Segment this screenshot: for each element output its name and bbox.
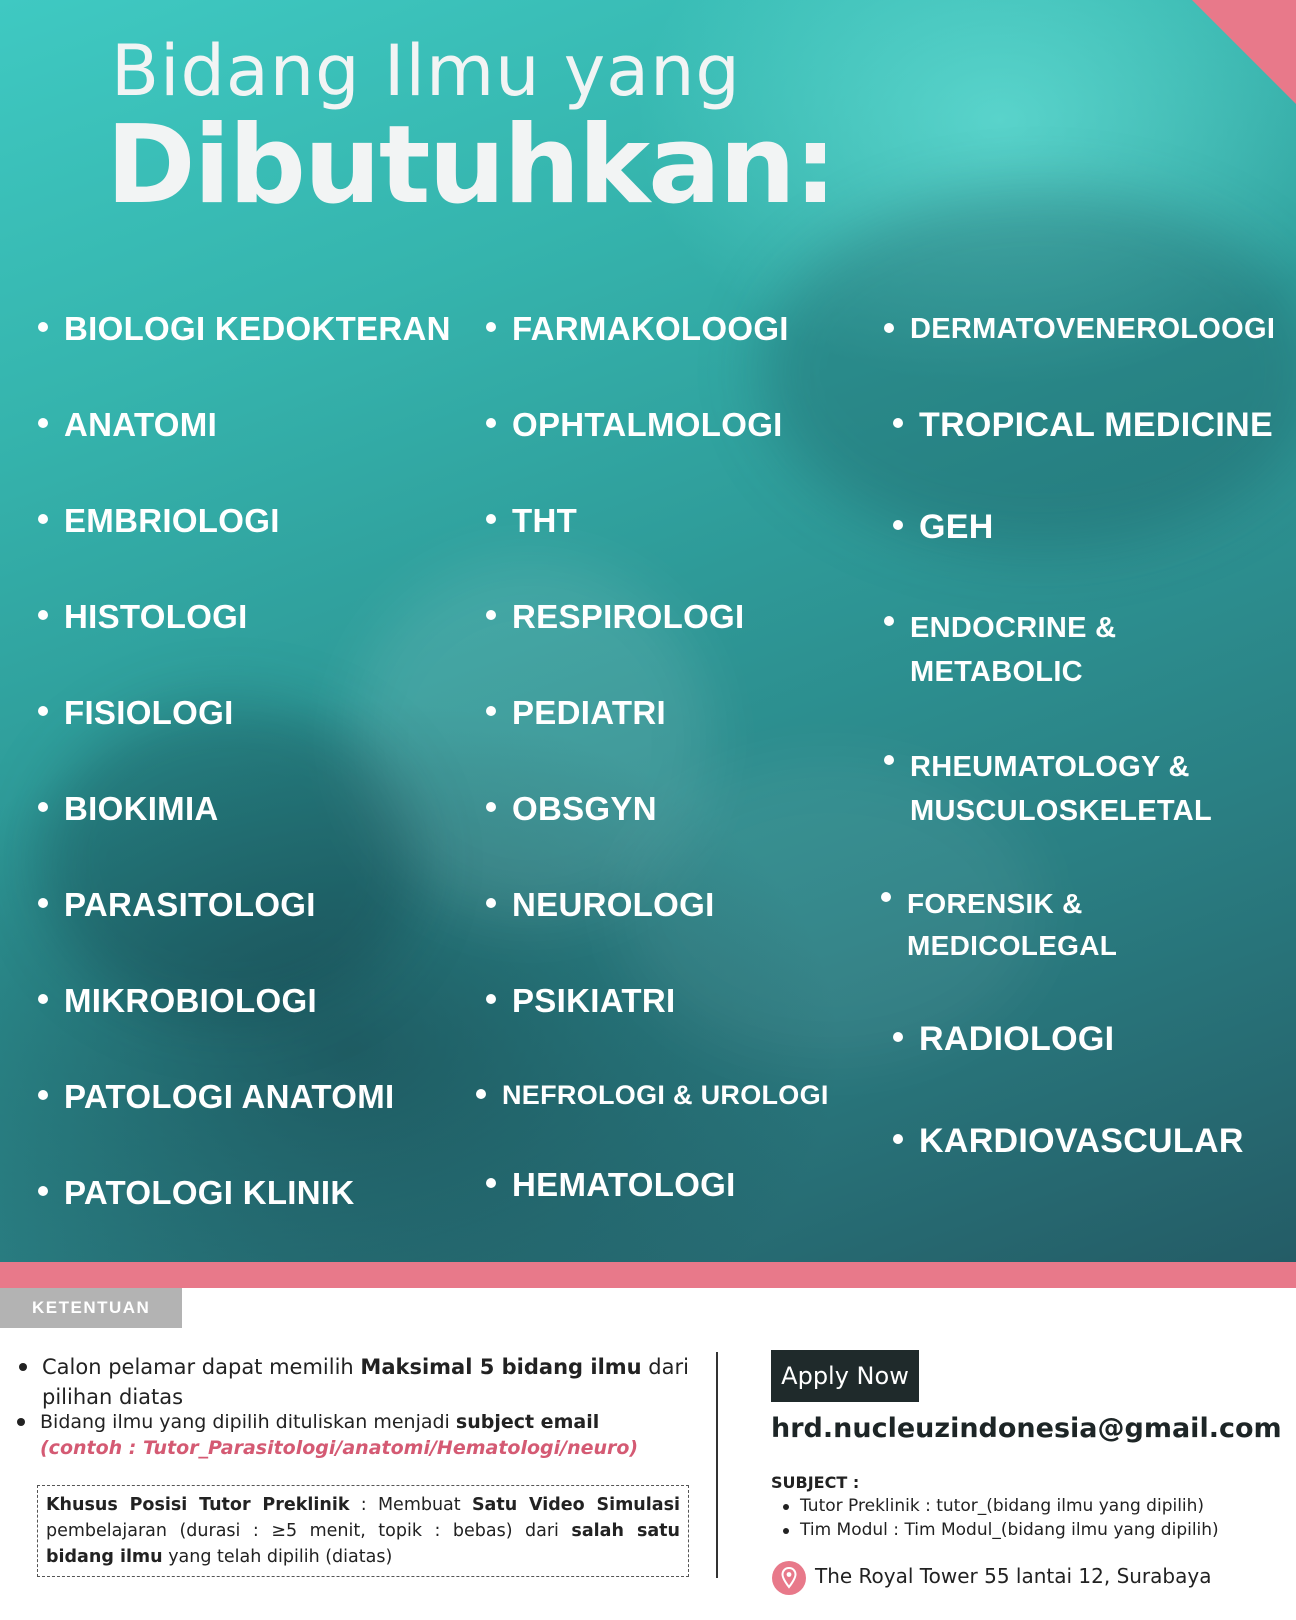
- field-item: BIOLOGI KEDOKTERAN: [64, 310, 451, 347]
- field-item: THT: [512, 502, 578, 539]
- field-item: ENDOCRINE & METABOLIC: [910, 606, 1116, 694]
- vertical-divider: [716, 1352, 718, 1578]
- field-item: DERMATOVENEROLOOGI: [910, 313, 1276, 345]
- subject-example: (contoh : Tutor_Parasitologi/anatomi/Hematologi/neuro): [40, 1437, 639, 1459]
- field-item: BIOKIMIA: [64, 790, 219, 827]
- pink-divider-bar: [0, 1262, 1296, 1288]
- special-note-box: Khusus Posisi Tutor Preklinik : Membuat Satu Video Simulasi pembelajaran (durasi : ≥5 menit, topik : bebas) dari salah satu bidang ilmu yang telah dipilih (diatas): [37, 1485, 689, 1577]
- field-item: RESPIROLOGI: [512, 598, 745, 635]
- field-item: PSIKIATRI: [512, 982, 676, 1019]
- field-item: PEDIATRI: [512, 694, 666, 731]
- location-pin-icon: [772, 1561, 806, 1595]
- subject-item: Tim Modul : Tim Modul_(bidang ilmu yang dipilih): [800, 1520, 1219, 1540]
- field-item: GEH: [919, 508, 994, 546]
- background-photo-blur: [760, 190, 1296, 550]
- apply-now-button[interactable]: Apply Now: [771, 1350, 919, 1402]
- title-line-1: Bidang Ilmu yang: [111, 30, 741, 112]
- field-item: RADIOLOGI: [919, 1020, 1115, 1058]
- field-item: ANATOMI: [64, 406, 218, 443]
- subject-item: Tutor Preklinik : tutor_(bidang ilmu yang dipilih): [800, 1496, 1205, 1516]
- field-item: HISTOLOGI: [64, 598, 248, 635]
- field-item: EMBRIOLOGI: [64, 502, 280, 539]
- subject-label: SUBJECT :: [771, 1473, 860, 1492]
- field-item: OBSGYN: [512, 790, 657, 827]
- field-item: NEFROLOGI & UROLOGI: [502, 1080, 829, 1110]
- field-item: FISIOLOGI: [64, 694, 234, 731]
- field-item: FARMAKOLOOGI: [512, 310, 789, 347]
- field-item: PARASITOLOGI: [64, 886, 316, 923]
- field-item: FORENSIK & MEDICOLEGAL: [907, 883, 1117, 967]
- rule-item: Bidang ilmu yang dipilih dituliskan menjadi subject email (contoh : Tutor_Parasitologi/anatomi/Hematologi/neuro): [40, 1409, 690, 1461]
- email-link[interactable]: hrd.nucleuzindonesia@gmail.com: [771, 1413, 1282, 1444]
- rule-item: Calon pelamar dapat memilih Maksimal 5 bidang ilmu dari pilihan diatas: [42, 1352, 692, 1412]
- field-item: NEUROLOGI: [512, 886, 715, 923]
- field-item: PATOLOGI ANATOMI: [64, 1078, 395, 1115]
- field-item: OPHTALMOLOGI: [512, 406, 783, 443]
- background-photo-blur: [40, 700, 420, 1020]
- field-item: MIKROBIOLOGI: [64, 982, 317, 1019]
- field-item: HEMATOLOGI: [512, 1166, 736, 1203]
- field-item: RHEUMATOLOGY & MUSCULOSKELETAL: [910, 745, 1212, 833]
- field-item: PATOLOGI KLINIK: [64, 1174, 355, 1211]
- title-line-2: Dibutuhkan:: [106, 103, 836, 228]
- ketentuan-label: KETENTUAN: [0, 1288, 182, 1328]
- address-text: The Royal Tower 55 lantai 12, Surabaya: [815, 1564, 1212, 1588]
- field-item: KARDIOVASCULAR: [919, 1122, 1244, 1160]
- corner-accent: [1192, 0, 1296, 104]
- field-item: TROPICAL MEDICINE: [919, 406, 1273, 444]
